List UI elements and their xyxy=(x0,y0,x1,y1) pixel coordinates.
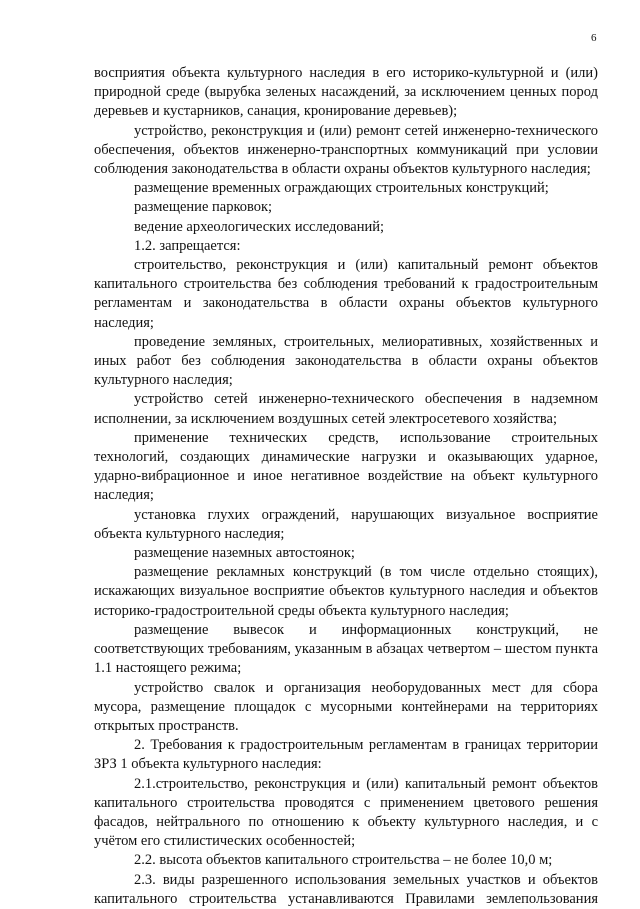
paragraph: 1.2. запрещается: xyxy=(134,237,241,254)
page-number: 6 xyxy=(591,32,597,44)
paragraph: размещение наземных автостоянок; xyxy=(134,545,355,562)
paragraph: устройство, реконструкция и (или) ремонт сетей инженерно-технического обеспечения, объектов инженерно-транспортных коммуникаций при условии соблюдения законодательства в области охраны объектов культурного наследия; xyxy=(94,122,598,178)
paragraph: проведение земляных, строительных, мелиоративных, хозяйственных и иных работ без соблюдения законодательства в области охраны объектов культурного наследия; xyxy=(94,333,598,389)
paragraph: размещение рекламных конструкций (в том числе отдельно стоящих), искажающих визуальное восприятие объектов культурного наследия и объектов историко-градостроительной среды объекта культурного наследия; xyxy=(94,564,598,619)
paragraph: 2.2. высота объектов капитального строительства – не более 10,0 м; xyxy=(134,852,553,869)
paragraph: восприятия объекта культурного наследия в его историко-культурной и (или) природной среде (вырубка зеленых насаждений, за исключением ценных пород деревьев и кустарников, санация, кронирование деревьев); xyxy=(94,65,598,120)
paragraph: 2. Требования к градостроительным регламентам в границах территории ЗРЗ 1 объекта культурного наследия: xyxy=(94,737,598,773)
paragraph: 2.3. виды разрешенного использования земельных участков и объектов капитального строительства устанавливаются Правилами землепользования xyxy=(94,871,598,907)
document-body xyxy=(94,64,598,909)
paragraph: размещение парковок; xyxy=(134,199,273,216)
paragraph: ведение археологических исследований; xyxy=(134,218,385,235)
paragraph: устройство сетей инженерно-технического обеспечения в надземном исполнении, за исключением воздушных сетей электросетевого хозяйства; xyxy=(94,391,598,427)
paragraph: 2.1.строительство, реконструкция и (или) капитальный ремонт объектов капитального строительства проводятся с применением цветового решения фасадов, нейтрального по отношению к объекту культурного наследия, и с учётом его стилистических особенностей; xyxy=(94,775,598,850)
paragraph: строительство, реконструкция и (или) капитальный ремонт объектов капитального строительства без соблюдения требований к градостроительным регламентам и законодательства в области охраны объектов культурного наследия; xyxy=(94,257,598,331)
paragraph: применение технических средств, использование строительных технологий, создающих динамические нагрузки и оказывающих ударное, ударно-вибрационное и иное негативное воздействие на объект культурного наследия; xyxy=(94,429,598,504)
paragraph: размещение вывесок и информационных конструкций, не соответствующих требованиям, указанным в абзацах четвертом – шестом пункта 1.1 настоящего режима; xyxy=(94,621,598,677)
paragraph: размещение временных ограждающих строительных конструкций; xyxy=(134,180,549,197)
paragraph: устройство свалок и организация необорудованных мест для сбора мусора, размещение площадок с мусорными контейнерами на территориях открытых пространств. xyxy=(94,679,598,734)
paragraph: установка глухих ограждений, нарушающих визуальное восприятие объекта культурного наследия; xyxy=(94,506,598,542)
